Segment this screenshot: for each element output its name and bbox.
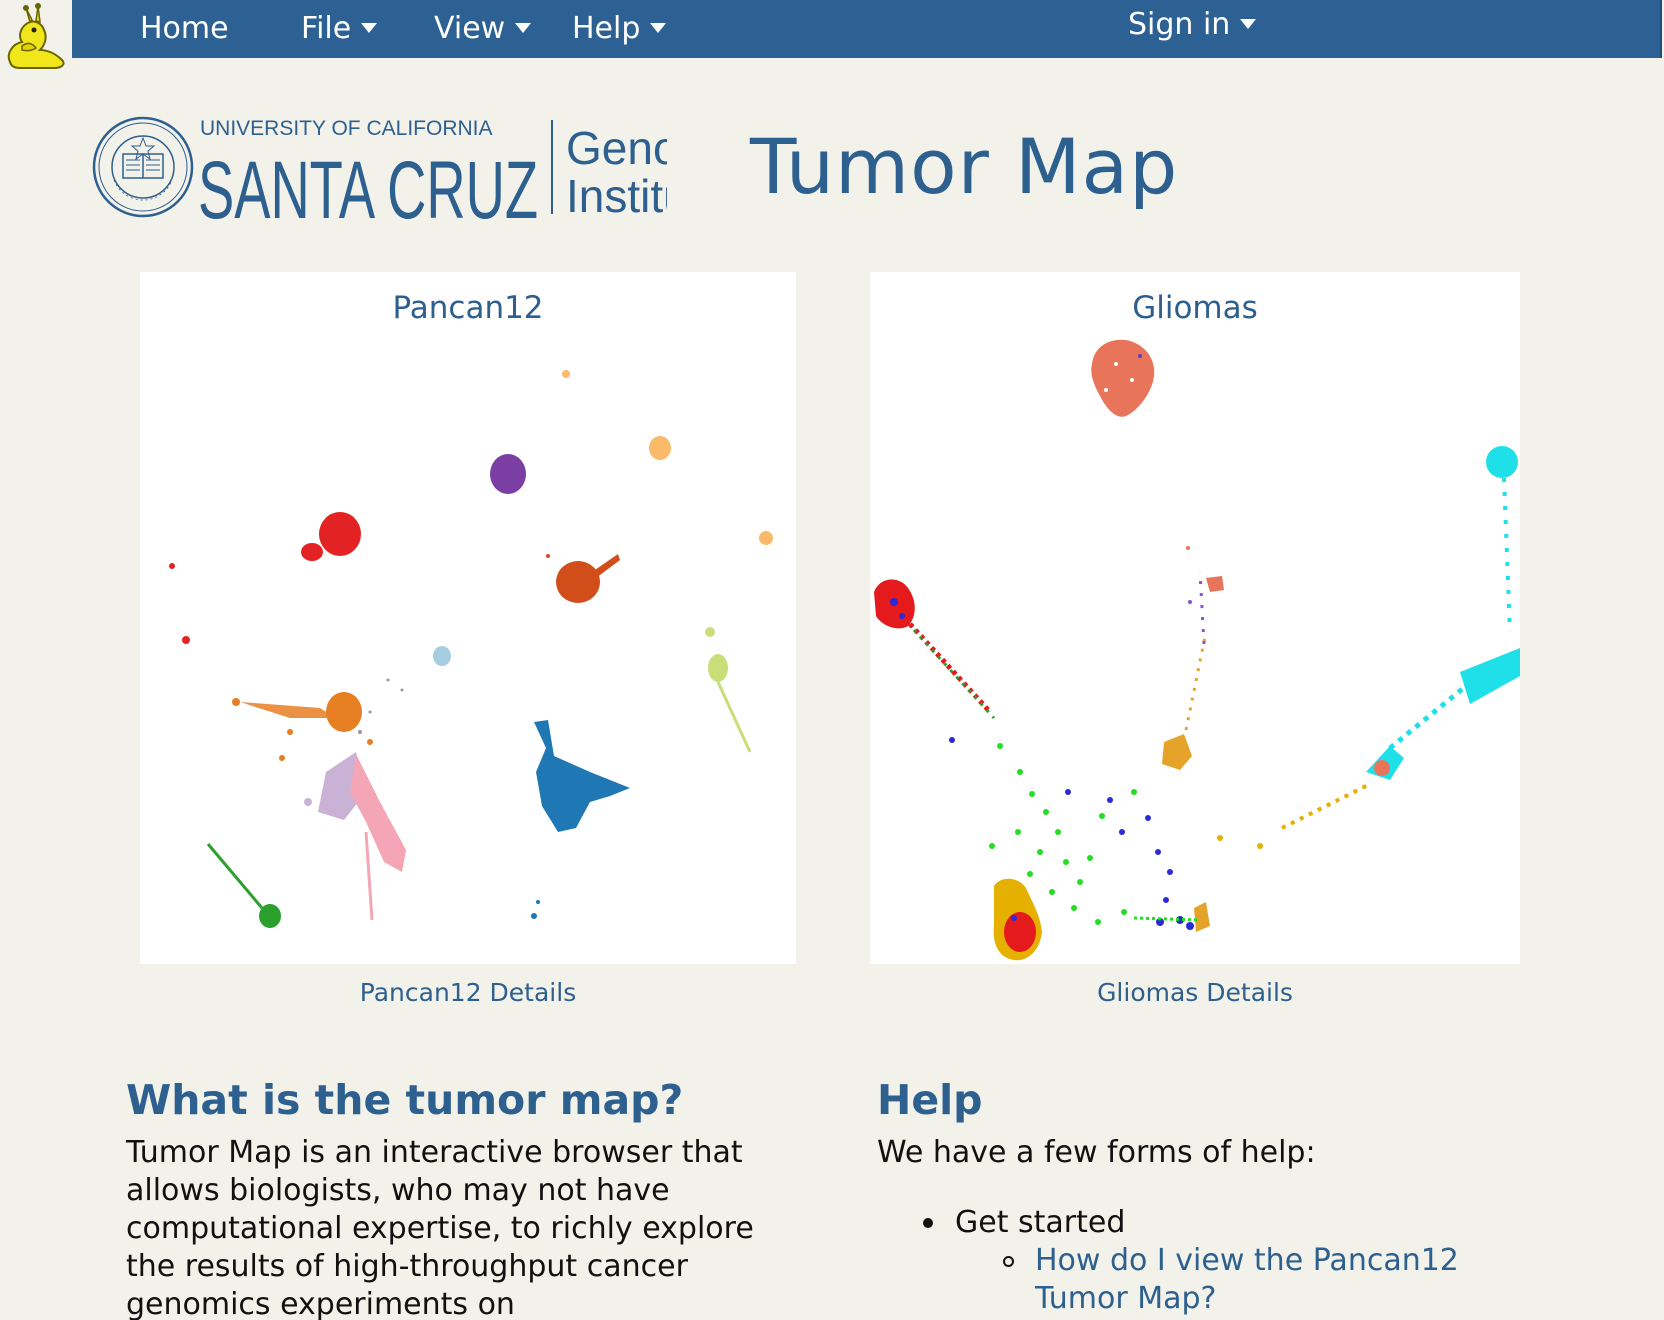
help-intro: We have a few forms of help:: [877, 1135, 1316, 1170]
circle-bullet-icon: [1003, 1256, 1014, 1267]
nav-file-menu[interactable]: [301, 8, 377, 50]
nav-view-menu[interactable]: [434, 8, 531, 50]
institute-line-2: Instit: [566, 170, 664, 222]
gliomas-map-thumbnail[interactable]: [870, 272, 1520, 964]
pancan12-map-title: Pancan12: [392, 290, 544, 326]
chevron-down-icon: [361, 23, 377, 33]
nav-help-label: Help: [572, 11, 641, 46]
list-item: [955, 1204, 1575, 1316]
help-list: [955, 1204, 1575, 1316]
pancan12-details-link[interactable]: Pancan12 Details: [359, 978, 577, 1007]
slug-logo[interactable]: [0, 0, 72, 76]
chevron-down-icon: [1240, 19, 1256, 29]
pancan12-map-image: [140, 272, 796, 964]
ucsc-genomics-institute-logo[interactable]: [92, 110, 667, 225]
navbar: [72, 0, 1662, 58]
help-subitem-label: How do I view the Pancan12 Tumor Map?: [1035, 1243, 1459, 1316]
about-text: Tumor Map is an interactive browser that allows biologists, who may not have computational expertise, to richly explore the results of high-throughput cancer genomics experiments on: [126, 1135, 754, 1320]
university-seal-icon: [94, 118, 192, 216]
help-link-view-pancan12[interactable]: [1035, 1242, 1555, 1318]
nav-home[interactable]: Home: [140, 11, 229, 46]
gliomas-details-link[interactable]: Gliomas Details: [1097, 978, 1293, 1007]
help-item-label: Get started: [955, 1205, 1126, 1240]
university-line: UNIVERSITY OF CALIFORNIA: [200, 117, 493, 140]
top-navigation: [0, 0, 1664, 58]
pancan12-map-thumbnail[interactable]: [140, 272, 796, 964]
help-heading: Help: [877, 1076, 983, 1124]
gliomas-map-title: Gliomas: [1132, 290, 1258, 326]
gliomas-map-image: [870, 272, 1520, 964]
institute-line-1: Geno: [566, 122, 667, 174]
nav-signin-menu[interactable]: [1128, 4, 1256, 46]
nav-help-menu[interactable]: [572, 8, 666, 50]
page-title: Tumor Map: [750, 122, 1179, 211]
nav-signin-label: Sign in: [1128, 7, 1231, 42]
chevron-down-icon: [650, 23, 666, 33]
slug-mascot-icon: [0, 0, 72, 76]
bullet-icon: [923, 1218, 933, 1228]
nav-view-label: View: [434, 11, 506, 46]
nav-file-label: File: [301, 11, 352, 46]
chevron-down-icon: [515, 23, 531, 33]
campus-name: SANTA CRUZ: [198, 145, 538, 225]
about-heading: What is the tumor map?: [126, 1076, 684, 1124]
